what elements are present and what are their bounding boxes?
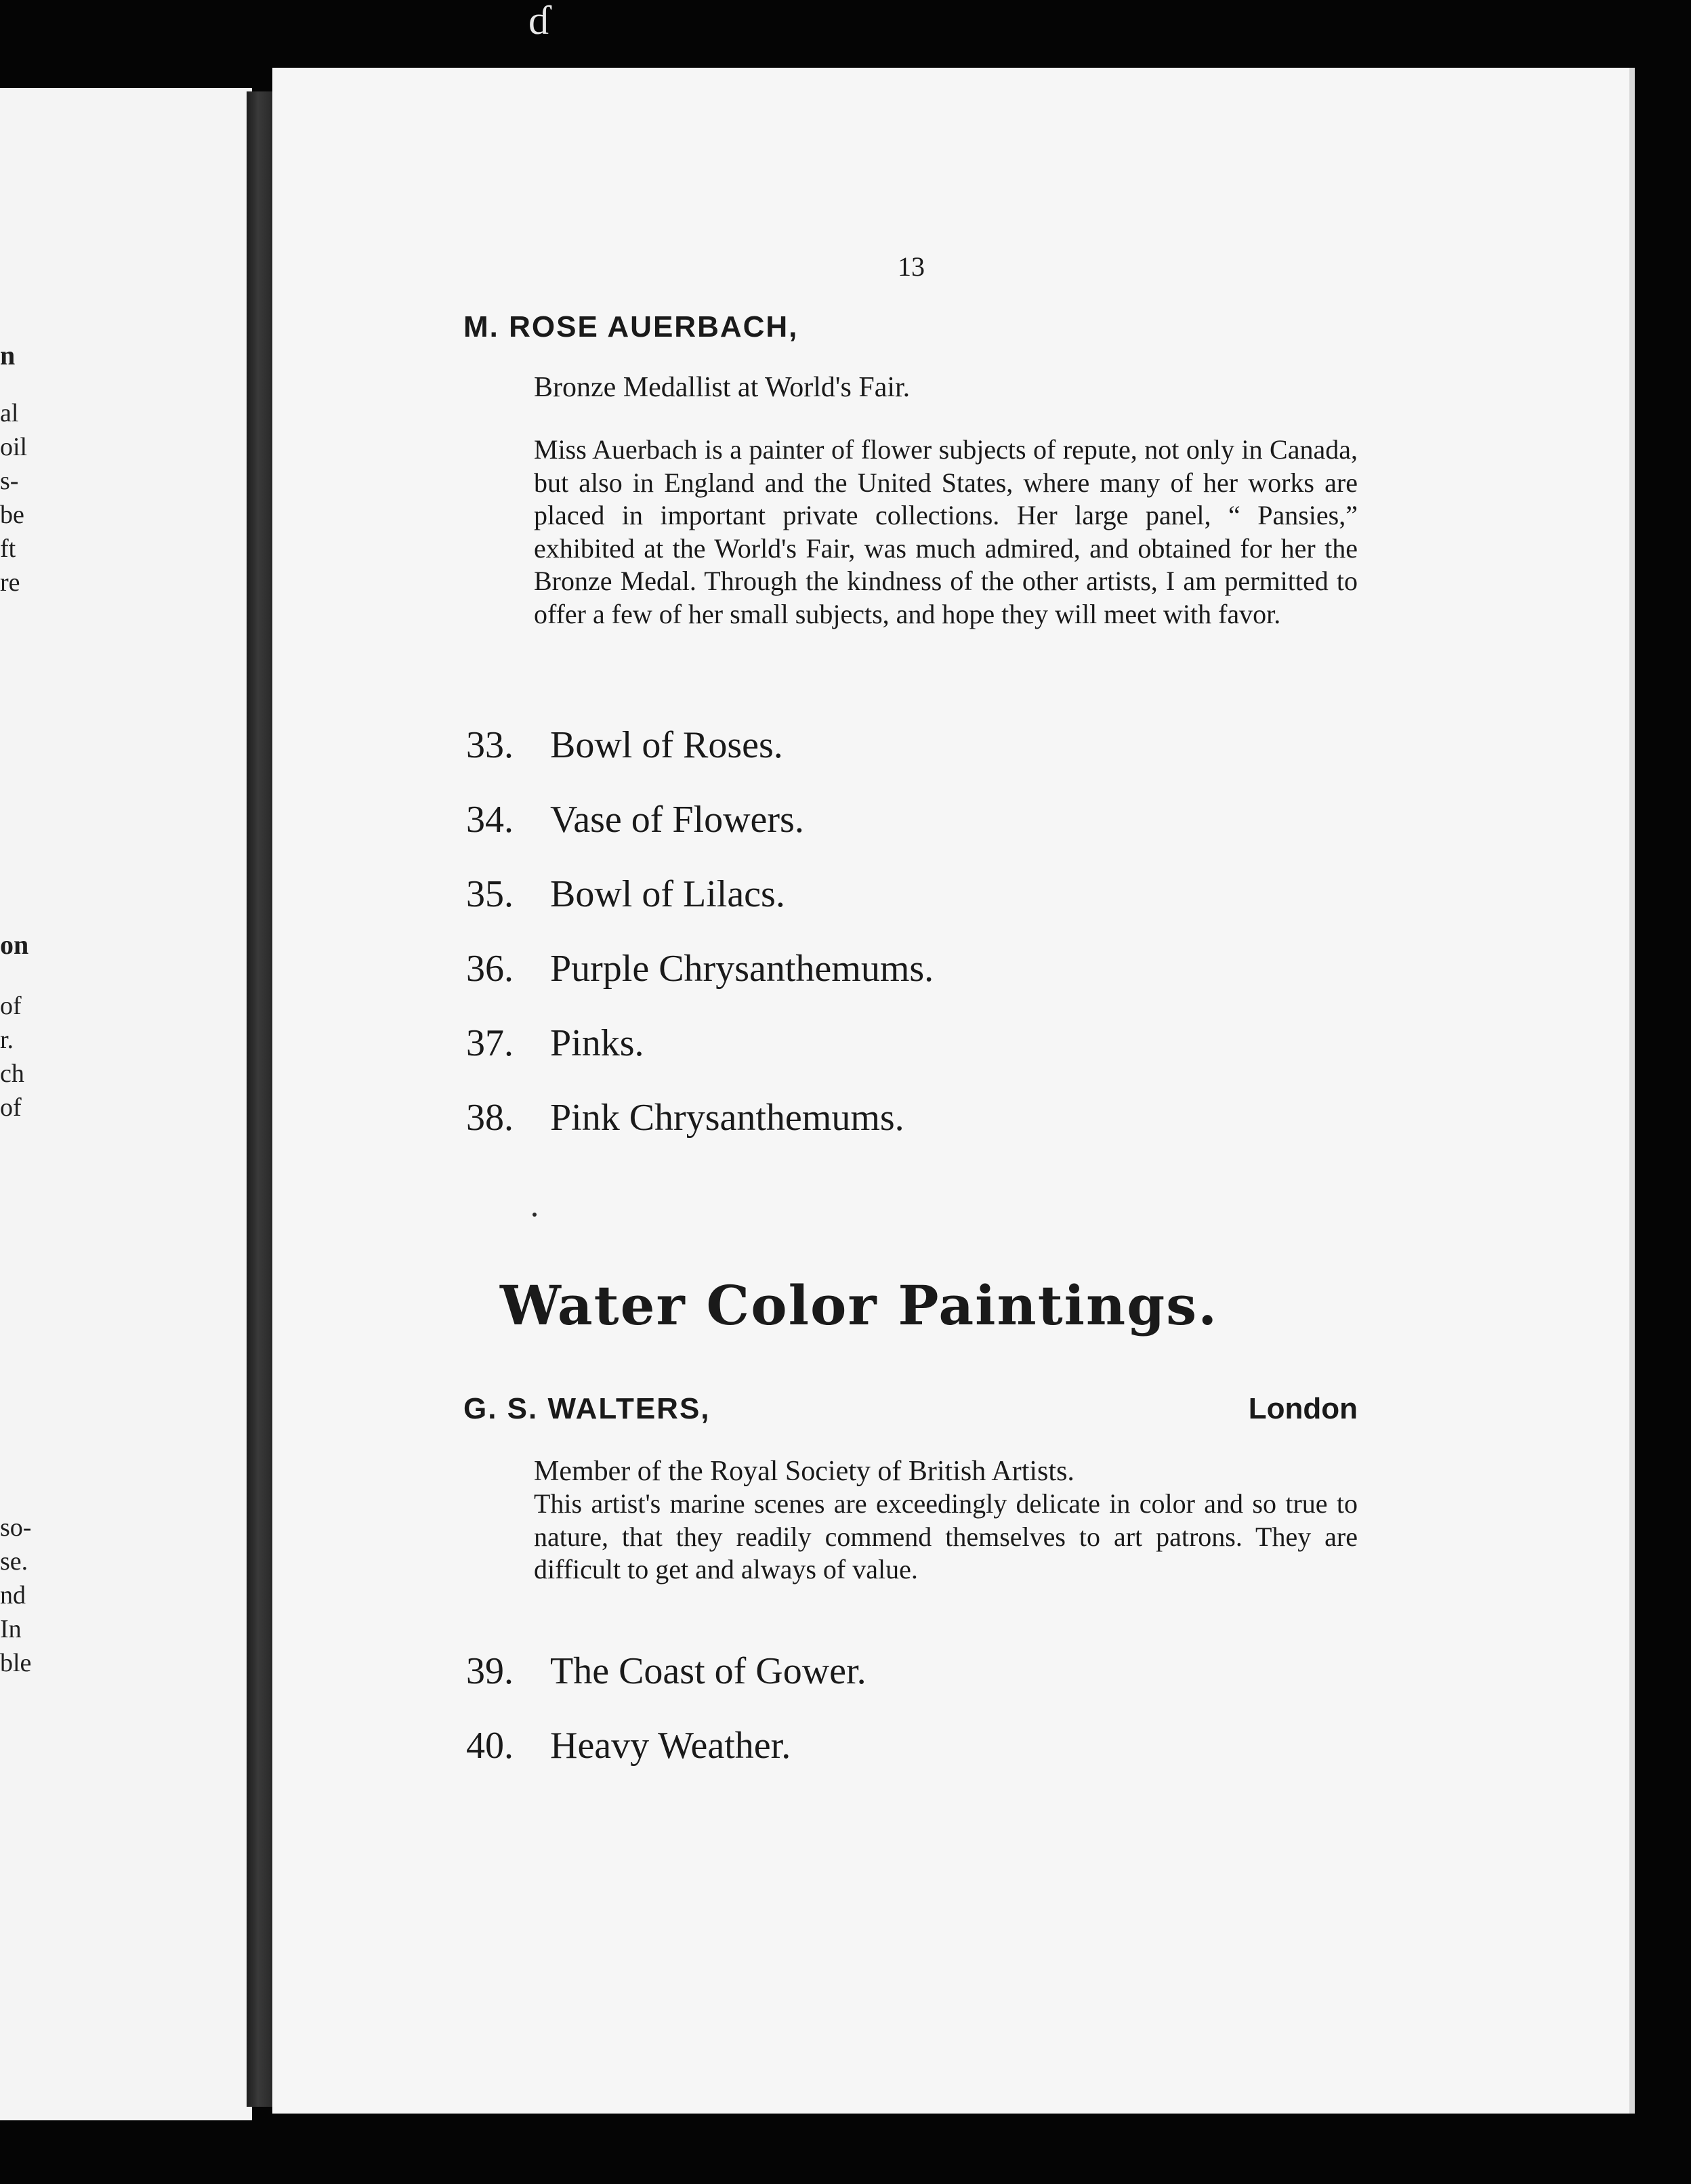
artist-subtitle: Bronze Medallist at World's Fair. (534, 372, 911, 403)
left-page-text-fragment (0, 989, 24, 1125)
artist-name-auerbach: M. ROSE AUERBACH, (463, 310, 799, 343)
painting-entry (466, 931, 934, 1006)
entry-title: Vase of Flowers. (550, 799, 804, 841)
painting-list (466, 708, 934, 1155)
entry-title: Bowl of Roses. (550, 724, 783, 766)
fragment-line: re (0, 568, 20, 597)
artist-subtitle: Member of the Royal Society of British Artists. (534, 1456, 1074, 1487)
entry-title: Pinks. (550, 1022, 644, 1064)
entry-title: Bowl of Lilacs. (550, 873, 785, 915)
fragment-line: on (0, 929, 29, 960)
page-number: 13 (898, 251, 925, 282)
fragment-line: of (0, 992, 22, 1020)
left-page-text-fragment (0, 396, 27, 600)
fragment-line: In (0, 1615, 22, 1643)
entry-title: Purple Chrysanthemums. (550, 948, 934, 990)
entry-number: 39. (466, 1650, 514, 1692)
painting-entry (466, 782, 934, 857)
artist-description: Miss Auerbach is a painter of flower subjects of repute, not only in Canada, but also in England and the United States, where many of her works are placed in important private collections. Her large panel, “ Pansies,” exhibited at the World's Fair, was much admired, and obtained for her the Bronze Medal. Through the kindness of the other artists, I am permitted to offer a few of her small subjects, and hope they will meet with favor. (534, 434, 1358, 629)
fragment-line: s- (0, 467, 19, 495)
fragment-line: ble (0, 1649, 32, 1677)
fragment-line: ft (0, 534, 16, 563)
fragment-line: ch (0, 1059, 24, 1088)
artist-name-walters: G. S. WALTERS, (463, 1392, 711, 1425)
entry-title: Pink Chrysanthemums. (550, 1097, 904, 1139)
painting-entry (466, 1634, 867, 1708)
page-edge (1629, 68, 1635, 2114)
painting-entry (466, 1006, 934, 1080)
fragment-line: oil (0, 433, 28, 461)
entry-number: 37. (466, 1022, 514, 1064)
entry-number: 35. (466, 873, 514, 915)
fragment-line: al (0, 399, 19, 427)
scan-mark: ɗ (528, 0, 549, 43)
entry-title: Heavy Weather. (550, 1725, 791, 1767)
fragment-line: so- (0, 1513, 32, 1542)
painting-entry (466, 857, 934, 931)
artist-description: This artist's marine scenes are exceedingly delicate in color and so true to nature, that they readily commend themselves to art patrons. They are difficult to get and always of value. (534, 1488, 1358, 1584)
paper-speck (533, 1213, 537, 1217)
entry-number: 38. (466, 1097, 514, 1139)
painting-entry (466, 708, 934, 782)
fragment-line: se. (0, 1547, 28, 1576)
left-page-text-fragment (0, 1511, 31, 1680)
entry-number: 40. (466, 1725, 514, 1767)
entry-number: 36. (466, 948, 514, 990)
painting-list (466, 1634, 867, 1783)
left-page-fragment (0, 88, 252, 2120)
entry-number: 33. (466, 724, 514, 766)
book-gutter (247, 91, 275, 2107)
entry-number: 34. (466, 799, 514, 841)
fragment-line: be (0, 501, 24, 529)
fragment-line: of (0, 1093, 22, 1122)
entry-title: The Coast of Gower. (550, 1650, 867, 1692)
fragment-line: n (0, 340, 16, 371)
artist-city: London (1248, 1392, 1358, 1425)
painting-entry (466, 1080, 934, 1155)
left-page-text-fragment (0, 339, 15, 373)
fragment-line: nd (0, 1581, 26, 1610)
left-page-text-fragment (0, 928, 28, 962)
section-heading: Water Color Paintings. (499, 1274, 1219, 1337)
fragment-line: r. (0, 1026, 14, 1054)
painting-entry (466, 1708, 867, 1783)
